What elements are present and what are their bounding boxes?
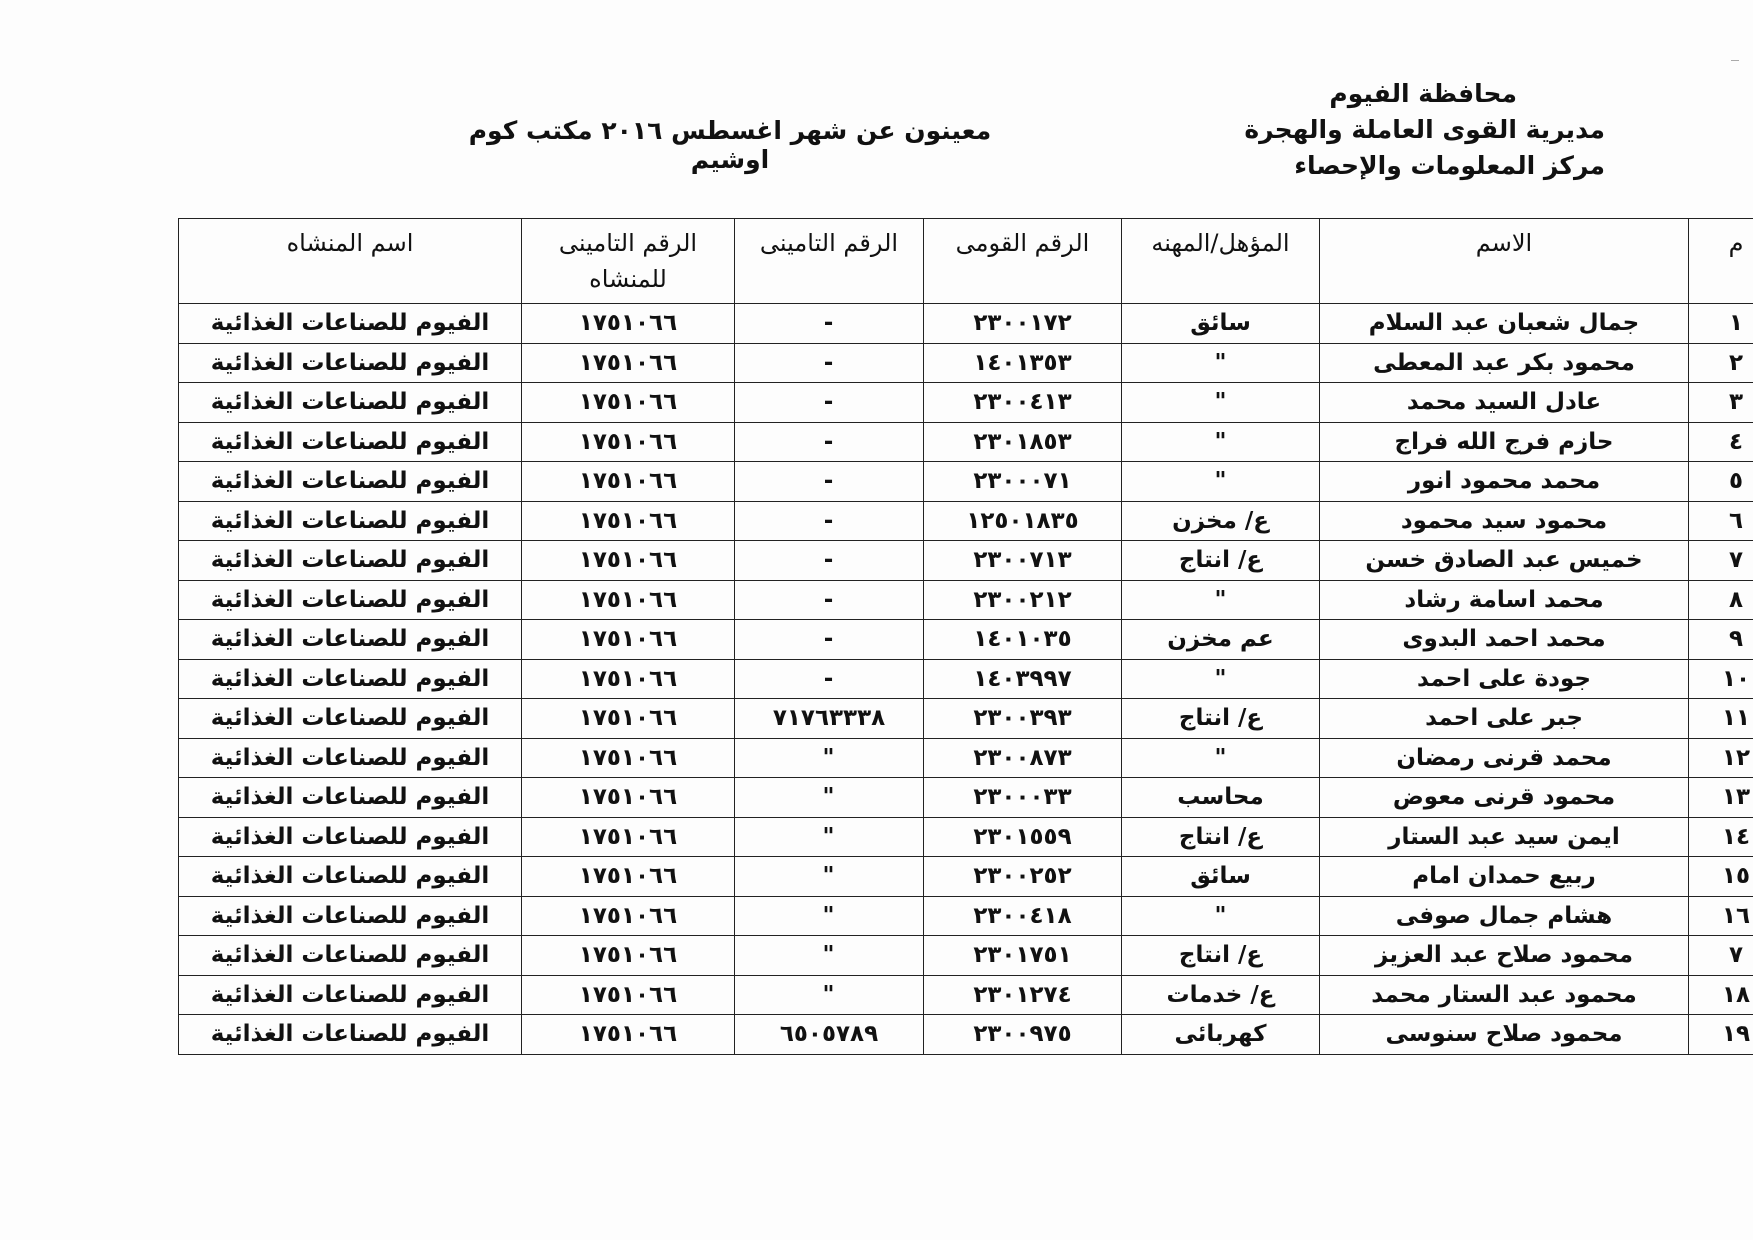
cell-name: محمد محمود انور — [1320, 462, 1689, 502]
cell-establishment: الفيوم للصناعات الغذائية — [179, 659, 522, 699]
cell-job: ع/ خدمات — [1122, 975, 1320, 1015]
cell-job: ع/ انتاج — [1122, 699, 1320, 739]
cell-establishment: الفيوم للصناعات الغذائية — [179, 975, 522, 1015]
cell-est-insurance: ١٧٥١٠٦٦ — [522, 501, 735, 541]
cell-index: ٦ — [1689, 501, 1753, 541]
cell-name: هشام جمال صوفى — [1320, 896, 1689, 936]
header-establishment: اسم المنشاه — [179, 219, 522, 304]
header-index: م — [1689, 219, 1753, 304]
cell-name: محمود صلاح عبد العزيز — [1320, 936, 1689, 976]
table-row — [179, 383, 1753, 423]
cell-job: " — [1122, 896, 1320, 936]
cell-insurance: - — [735, 501, 924, 541]
cell-national-id: ٢٣٠١٨٥٣ — [924, 422, 1122, 462]
cell-index: ٢ — [1689, 343, 1753, 383]
cell-name: محمد قرنى رمضان — [1320, 738, 1689, 778]
table-header-row — [179, 219, 1753, 304]
cell-national-id: ٢٣٠٠٠٧١ — [924, 462, 1122, 502]
cell-insurance: - — [735, 304, 924, 344]
cell-insurance: - — [735, 343, 924, 383]
cell-national-id: ١٤٠١٠٣٥ — [924, 620, 1122, 660]
cell-name: عادل السيد محمد — [1320, 383, 1689, 423]
cell-national-id: ١٤٠١٣٥٣ — [924, 343, 1122, 383]
cell-name: محمد احمد البدوى — [1320, 620, 1689, 660]
cell-name: ربيع حمدان امام — [1320, 857, 1689, 897]
cell-national-id: ٢٣٠٠٩٧٥ — [924, 1015, 1122, 1055]
table-row — [179, 659, 1753, 699]
cell-establishment: الفيوم للصناعات الغذائية — [179, 936, 522, 976]
table-row — [179, 857, 1753, 897]
cell-job: كهربائى — [1122, 1015, 1320, 1055]
cell-job: " — [1122, 383, 1320, 423]
cell-name: ايمن سيد عبد الستار — [1320, 817, 1689, 857]
table-row — [179, 343, 1753, 383]
cell-name: جبر على احمد — [1320, 699, 1689, 739]
cell-est-insurance: ١٧٥١٠٦٦ — [522, 304, 735, 344]
cell-job: سائق — [1122, 857, 1320, 897]
cell-insurance: " — [735, 975, 924, 1015]
cell-establishment: الفيوم للصناعات الغذائية — [179, 580, 522, 620]
cell-insurance: - — [735, 659, 924, 699]
cell-est-insurance: ١٧٥١٠٦٦ — [522, 975, 735, 1015]
cell-insurance: " — [735, 778, 924, 818]
cell-est-insurance: ١٧٥١٠٦٦ — [522, 659, 735, 699]
cell-national-id: ٢٣٠٠٣٩٣ — [924, 699, 1122, 739]
cell-job: ع/ انتاج — [1122, 817, 1320, 857]
cell-est-insurance: ١٧٥١٠٦٦ — [522, 778, 735, 818]
cell-index: ١٩ — [1689, 1015, 1753, 1055]
directorate-label: مديرية القوى العاملة والهجرة — [1244, 115, 1605, 144]
cell-insurance: " — [735, 738, 924, 778]
cell-national-id: ٢٣٠٠٤١٣ — [924, 383, 1122, 423]
cell-establishment: الفيوم للصناعات الغذائية — [179, 501, 522, 541]
cell-insurance: - — [735, 462, 924, 502]
cell-est-insurance: ١٧٥١٠٦٦ — [522, 580, 735, 620]
cell-job: " — [1122, 659, 1320, 699]
cell-establishment: الفيوم للصناعات الغذائية — [179, 699, 522, 739]
table-row — [179, 422, 1753, 462]
cell-insurance: ٦٥٠٥٧٨٩ — [735, 1015, 924, 1055]
cell-est-insurance: ١٧٥١٠٦٦ — [522, 738, 735, 778]
cell-est-insurance: ١٧٥١٠٦٦ — [522, 857, 735, 897]
cell-job: عم مخزن — [1122, 620, 1320, 660]
header-job: المؤهل/المهنه — [1122, 219, 1320, 304]
cell-index: ٥ — [1689, 462, 1753, 502]
cell-insurance: - — [735, 620, 924, 660]
cell-establishment: الفيوم للصناعات الغذائية — [179, 738, 522, 778]
cell-job: " — [1122, 343, 1320, 383]
cell-index: ١٤ — [1689, 817, 1753, 857]
cell-national-id: ٢٣٠٠٤١٨ — [924, 896, 1122, 936]
cell-establishment: الفيوم للصناعات الغذائية — [179, 620, 522, 660]
cell-establishment: الفيوم للصناعات الغذائية — [179, 1015, 522, 1055]
cell-national-id: ٢٣٠٠١٧٢ — [924, 304, 1122, 344]
table-row — [179, 817, 1753, 857]
cell-name: حازم فرج الله فراج — [1320, 422, 1689, 462]
cell-est-insurance: ١٧٥١٠٦٦ — [522, 383, 735, 423]
cell-est-insurance: ١٧٥١٠٦٦ — [522, 462, 735, 502]
cell-name: خميس عبد الصادق خسن — [1320, 541, 1689, 581]
table-row — [179, 462, 1753, 502]
cell-establishment: الفيوم للصناعات الغذائية — [179, 304, 522, 344]
cell-index: ٧ — [1689, 541, 1753, 581]
cell-national-id: ٢٣٠٠٨٧٣ — [924, 738, 1122, 778]
cell-name: محمود صلاح سنوسى — [1320, 1015, 1689, 1055]
cell-name: محمود عبد الستار محمد — [1320, 975, 1689, 1015]
table-row — [179, 936, 1753, 976]
cell-insurance: - — [735, 422, 924, 462]
cell-est-insurance: ١٧٥١٠٦٦ — [522, 343, 735, 383]
table-row — [179, 975, 1753, 1015]
cell-national-id: ٢٣٠٠٢٥٢ — [924, 857, 1122, 897]
cell-est-insurance: ١٧٥١٠٦٦ — [522, 1015, 735, 1055]
center-label: مركز المعلومات والإحصاء — [1294, 151, 1605, 180]
scan-mark — [1731, 60, 1739, 67]
header-national-id: الرقم القومى — [924, 219, 1122, 304]
cell-national-id: ٢٣٠١٧٥١ — [924, 936, 1122, 976]
cell-index: ١٠ — [1689, 659, 1753, 699]
cell-national-id: ٢٣٠١٥٥٩ — [924, 817, 1122, 857]
cell-national-id: ١٢٥٠١٨٣٥ — [924, 501, 1122, 541]
cell-establishment: الفيوم للصناعات الغذائية — [179, 343, 522, 383]
cell-job: ع/ انتاج — [1122, 936, 1320, 976]
cell-name: محمود بكر عبد المعطى — [1320, 343, 1689, 383]
cell-job: ع/ مخزن — [1122, 501, 1320, 541]
cell-establishment: الفيوم للصناعات الغذائية — [179, 462, 522, 502]
cell-establishment: الفيوم للصناعات الغذائية — [179, 541, 522, 581]
table-row — [179, 1015, 1753, 1055]
cell-insurance: " — [735, 817, 924, 857]
cell-job: " — [1122, 580, 1320, 620]
cell-name: محمود سيد محمود — [1320, 501, 1689, 541]
cell-index: ١٦ — [1689, 896, 1753, 936]
cell-index: ٧ — [1689, 936, 1753, 976]
cell-insurance: - — [735, 383, 924, 423]
cell-name: جمال شعبان عبد السلام — [1320, 304, 1689, 344]
cell-name: جودة على احمد — [1320, 659, 1689, 699]
cell-job: سائق — [1122, 304, 1320, 344]
cell-job: " — [1122, 462, 1320, 502]
cell-index: ٣ — [1689, 383, 1753, 423]
header-est-insurance: الرقم التامينى للمنشاه — [522, 219, 735, 304]
cell-national-id: ٢٣٠٠٢١٢ — [924, 580, 1122, 620]
cell-index: ١١ — [1689, 699, 1753, 739]
cell-insurance: - — [735, 580, 924, 620]
cell-job: " — [1122, 422, 1320, 462]
cell-est-insurance: ١٧٥١٠٦٦ — [522, 620, 735, 660]
cell-est-insurance: ١٧٥١٠٦٦ — [522, 936, 735, 976]
cell-insurance: - — [735, 541, 924, 581]
cell-establishment: الفيوم للصناعات الغذائية — [179, 817, 522, 857]
cell-establishment: الفيوم للصناعات الغذائية — [179, 383, 522, 423]
cell-est-insurance: ١٧٥١٠٦٦ — [522, 422, 735, 462]
cell-national-id: ٢٣٠٠٧١٣ — [924, 541, 1122, 581]
cell-index: ١٢ — [1689, 738, 1753, 778]
cell-est-insurance: ١٧٥١٠٦٦ — [522, 541, 735, 581]
table-row — [179, 541, 1753, 581]
cell-establishment: الفيوم للصناعات الغذائية — [179, 778, 522, 818]
document-title: معينون عن شهر اغسطس ٢٠١٦ مكتب كوم اوشيم — [468, 116, 992, 174]
header-name: الاسم — [1320, 219, 1689, 304]
cell-index: ١٥ — [1689, 857, 1753, 897]
cell-national-id: ١٤٠٣٩٩٧ — [924, 659, 1122, 699]
table-row — [179, 501, 1753, 541]
cell-establishment: الفيوم للصناعات الغذائية — [179, 857, 522, 897]
cell-job: ع/ انتاج — [1122, 541, 1320, 581]
cell-job: محاسب — [1122, 778, 1320, 818]
header-insurance: الرقم التامينى — [735, 219, 924, 304]
table-row — [179, 304, 1753, 344]
cell-index: ١٣ — [1689, 778, 1753, 818]
cell-est-insurance: ١٧٥١٠٦٦ — [522, 896, 735, 936]
table-row — [179, 699, 1753, 739]
table-body — [179, 304, 1753, 1055]
cell-name: محمد اسامة رشاد — [1320, 580, 1689, 620]
cell-establishment: الفيوم للصناعات الغذائية — [179, 896, 522, 936]
cell-index: ٤ — [1689, 422, 1753, 462]
letterhead — [1185, 76, 1605, 184]
cell-est-insurance: ١٧٥١٠٦٦ — [522, 699, 735, 739]
governorate-label: محافظة الفيوم — [1329, 79, 1517, 108]
cell-est-insurance: ١٧٥١٠٦٦ — [522, 817, 735, 857]
cell-name: محمود قرنى معوض — [1320, 778, 1689, 818]
table-row — [179, 738, 1753, 778]
cell-index: ١٨ — [1689, 975, 1753, 1015]
cell-index: ٩ — [1689, 620, 1753, 660]
cell-national-id: ٢٣٠١٢٧٤ — [924, 975, 1122, 1015]
table-row — [179, 896, 1753, 936]
cell-insurance: " — [735, 936, 924, 976]
cell-establishment: الفيوم للصناعات الغذائية — [179, 422, 522, 462]
employees-table — [178, 218, 1753, 1055]
cell-insurance: ٧١٧٦٣٣٣٨ — [735, 699, 924, 739]
table-row — [179, 580, 1753, 620]
table-row — [179, 778, 1753, 818]
cell-national-id: ٢٣٠٠٠٣٣ — [924, 778, 1122, 818]
cell-index: ١ — [1689, 304, 1753, 344]
table-row — [179, 620, 1753, 660]
cell-index: ٨ — [1689, 580, 1753, 620]
cell-job: " — [1122, 738, 1320, 778]
cell-insurance: " — [735, 896, 924, 936]
cell-insurance: " — [735, 857, 924, 897]
